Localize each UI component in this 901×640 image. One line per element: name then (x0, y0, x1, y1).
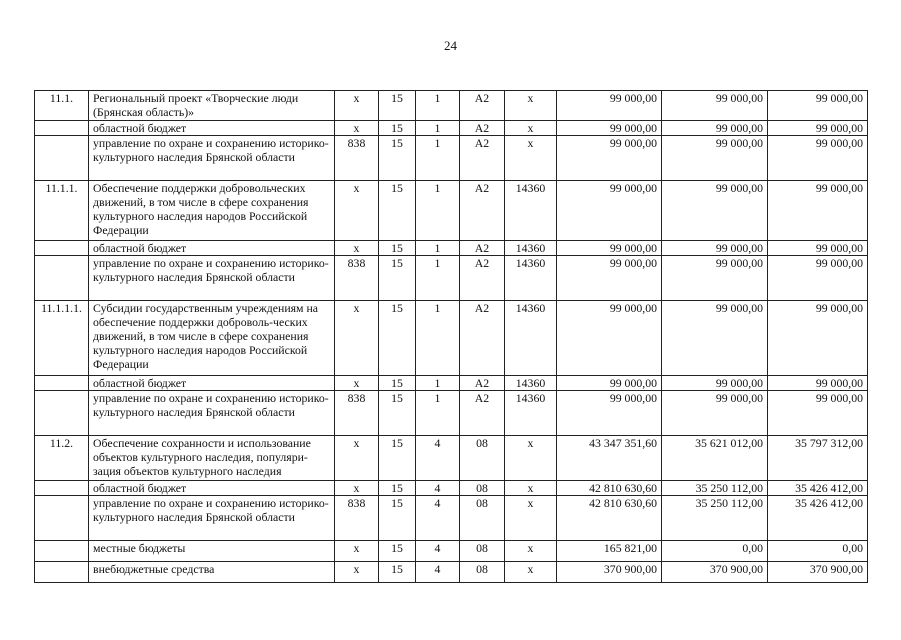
row-name: управление по охране и сохранению историко-культурного наследия Брянской области (89, 391, 335, 436)
row-name: областной бюджет (89, 376, 335, 391)
row-amount-year1: 99 000,00 (557, 136, 662, 181)
row-number: 11.2. (35, 436, 89, 481)
row-name: управление по охране и сохранению историко-культурного наследия Брянской области (89, 136, 335, 181)
table-row (35, 91, 868, 121)
table-body (35, 91, 868, 583)
row-program: 1 (416, 301, 460, 376)
row-grbs: 838 (335, 256, 379, 301)
row-amount-year1: 99 000,00 (557, 181, 662, 241)
row-program: 4 (416, 481, 460, 496)
row-section: 15 (379, 91, 416, 121)
row-amount-year2: 99 000,00 (662, 301, 768, 376)
row-amount-year1: 99 000,00 (557, 121, 662, 136)
row-subprogram: А2 (460, 91, 505, 121)
row-expense-code: х (505, 481, 557, 496)
row-amount-year2: 99 000,00 (662, 181, 768, 241)
row-grbs: 838 (335, 391, 379, 436)
row-amount-year3: 99 000,00 (768, 376, 868, 391)
row-grbs: х (335, 181, 379, 241)
row-name: Региональный проект «Творческие люди (Брянская область)» (89, 91, 335, 121)
row-amount-year2: 370 900,00 (662, 562, 768, 583)
row-name: областной бюджет (89, 241, 335, 256)
row-name: местные бюджеты (89, 541, 335, 562)
row-program: 1 (416, 376, 460, 391)
row-section: 15 (379, 436, 416, 481)
row-amount-year3: 99 000,00 (768, 241, 868, 256)
row-program: 1 (416, 241, 460, 256)
row-expense-code: х (505, 496, 557, 541)
row-program: 1 (416, 181, 460, 241)
row-expense-code: 14360 (505, 181, 557, 241)
row-amount-year1: 99 000,00 (557, 376, 662, 391)
row-grbs: х (335, 91, 379, 121)
row-name: областной бюджет (89, 481, 335, 496)
row-subprogram: 08 (460, 541, 505, 562)
row-subprogram: А2 (460, 181, 505, 241)
row-section: 15 (379, 121, 416, 136)
table-row (35, 241, 868, 256)
row-subprogram: 08 (460, 496, 505, 541)
table-row (35, 376, 868, 391)
row-program: 4 (416, 496, 460, 541)
row-grbs: 838 (335, 136, 379, 181)
row-amount-year2: 99 000,00 (662, 376, 768, 391)
row-amount-year1: 42 810 630,60 (557, 496, 662, 541)
row-amount-year2: 99 000,00 (662, 121, 768, 136)
row-section: 15 (379, 481, 416, 496)
row-expense-code: 14360 (505, 301, 557, 376)
row-number: 11.1.1.1. (35, 301, 89, 376)
row-number: 11.1. (35, 91, 89, 121)
row-name: Субсидии государственным учреждениям на обеспечение поддержки доброволь-ческих движений, в том числе в сфере сохранения культурного наследия народов Российской Федерации (89, 301, 335, 376)
row-name: Обеспечение поддержки добровольческих движений, в том числе в сфере сохранения культурного наследия народов Российской Федерации (89, 181, 335, 241)
row-section: 15 (379, 241, 416, 256)
row-amount-year3: 0,00 (768, 541, 868, 562)
row-number (35, 496, 89, 541)
row-amount-year2: 99 000,00 (662, 91, 768, 121)
row-amount-year2: 99 000,00 (662, 391, 768, 436)
row-subprogram: А2 (460, 376, 505, 391)
row-expense-code: х (505, 136, 557, 181)
row-number (35, 562, 89, 583)
row-grbs: 838 (335, 496, 379, 541)
row-section: 15 (379, 496, 416, 541)
row-amount-year2: 99 000,00 (662, 241, 768, 256)
row-subprogram: 08 (460, 481, 505, 496)
row-amount-year3: 35 426 412,00 (768, 481, 868, 496)
row-section: 15 (379, 136, 416, 181)
row-expense-code: х (505, 121, 557, 136)
row-amount-year1: 99 000,00 (557, 91, 662, 121)
row-expense-code: 14360 (505, 391, 557, 436)
row-expense-code: 14360 (505, 256, 557, 301)
row-expense-code: х (505, 562, 557, 583)
row-amount-year2: 99 000,00 (662, 136, 768, 181)
row-amount-year3: 99 000,00 (768, 91, 868, 121)
table-row (35, 121, 868, 136)
row-grbs: х (335, 436, 379, 481)
row-number (35, 256, 89, 301)
row-number (35, 121, 89, 136)
row-amount-year3: 35 797 312,00 (768, 436, 868, 481)
row-amount-year2: 0,00 (662, 541, 768, 562)
row-program: 1 (416, 391, 460, 436)
row-section: 15 (379, 562, 416, 583)
row-amount-year3: 99 000,00 (768, 256, 868, 301)
row-grbs: х (335, 241, 379, 256)
row-number (35, 541, 89, 562)
row-program: 1 (416, 136, 460, 181)
row-amount-year3: 99 000,00 (768, 391, 868, 436)
row-amount-year3: 99 000,00 (768, 181, 868, 241)
table-row (35, 391, 868, 436)
row-subprogram: 08 (460, 562, 505, 583)
row-amount-year1: 99 000,00 (557, 391, 662, 436)
row-subprogram: А2 (460, 301, 505, 376)
row-program: 4 (416, 562, 460, 583)
row-grbs: х (335, 481, 379, 496)
row-expense-code: х (505, 91, 557, 121)
row-number (35, 376, 89, 391)
row-name: областной бюджет (89, 121, 335, 136)
table-row (35, 562, 868, 583)
row-name: Обеспечение сохранности и использование объектов культурного наследия, популяри-зация объектов культурного наследия (89, 436, 335, 481)
page-number: 24 (444, 38, 457, 53)
row-amount-year3: 99 000,00 (768, 136, 868, 181)
row-expense-code: х (505, 436, 557, 481)
row-amount-year3: 35 426 412,00 (768, 496, 868, 541)
row-subprogram: А2 (460, 256, 505, 301)
row-name: внебюджетные средства (89, 562, 335, 583)
row-program: 4 (416, 436, 460, 481)
row-grbs: х (335, 301, 379, 376)
row-amount-year1: 165 821,00 (557, 541, 662, 562)
row-subprogram: А2 (460, 241, 505, 256)
row-grbs: х (335, 562, 379, 583)
table-row (35, 301, 868, 376)
row-amount-year1: 99 000,00 (557, 301, 662, 376)
row-amount-year2: 35 250 112,00 (662, 496, 768, 541)
row-grbs: х (335, 121, 379, 136)
row-amount-year2: 35 250 112,00 (662, 481, 768, 496)
row-section: 15 (379, 256, 416, 301)
row-amount-year1: 99 000,00 (557, 256, 662, 301)
table-row (35, 496, 868, 541)
table-row (35, 436, 868, 481)
row-number: 11.1.1. (35, 181, 89, 241)
row-number (35, 136, 89, 181)
row-name: управление по охране и сохранению историко-культурного наследия Брянской области (89, 256, 335, 301)
row-expense-code: 14360 (505, 241, 557, 256)
row-amount-year3: 99 000,00 (768, 301, 868, 376)
row-grbs: х (335, 541, 379, 562)
row-program: 1 (416, 91, 460, 121)
row-section: 15 (379, 541, 416, 562)
row-amount-year1: 43 347 351,60 (557, 436, 662, 481)
row-amount-year1: 370 900,00 (557, 562, 662, 583)
row-section: 15 (379, 391, 416, 436)
row-grbs: х (335, 376, 379, 391)
row-amount-year1: 99 000,00 (557, 241, 662, 256)
row-number (35, 241, 89, 256)
row-section: 15 (379, 301, 416, 376)
row-amount-year1: 42 810 630,60 (557, 481, 662, 496)
table-row (35, 541, 868, 562)
row-section: 15 (379, 376, 416, 391)
row-program: 4 (416, 541, 460, 562)
row-expense-code: 14360 (505, 376, 557, 391)
row-section: 15 (379, 181, 416, 241)
row-name: управление по охране и сохранению историко-культурного наследия Брянской области (89, 496, 335, 541)
row-subprogram: А2 (460, 121, 505, 136)
table-row (35, 181, 868, 241)
row-amount-year3: 99 000,00 (768, 121, 868, 136)
budget-table (34, 90, 868, 583)
row-amount-year2: 35 621 012,00 (662, 436, 768, 481)
row-expense-code: х (505, 541, 557, 562)
row-amount-year3: 370 900,00 (768, 562, 868, 583)
table-row (35, 256, 868, 301)
table-row (35, 481, 868, 496)
row-subprogram: 08 (460, 436, 505, 481)
row-subprogram: А2 (460, 136, 505, 181)
row-program: 1 (416, 121, 460, 136)
table-row (35, 136, 868, 181)
row-program: 1 (416, 256, 460, 301)
row-number (35, 481, 89, 496)
row-subprogram: А2 (460, 391, 505, 436)
row-number (35, 391, 89, 436)
row-amount-year2: 99 000,00 (662, 256, 768, 301)
